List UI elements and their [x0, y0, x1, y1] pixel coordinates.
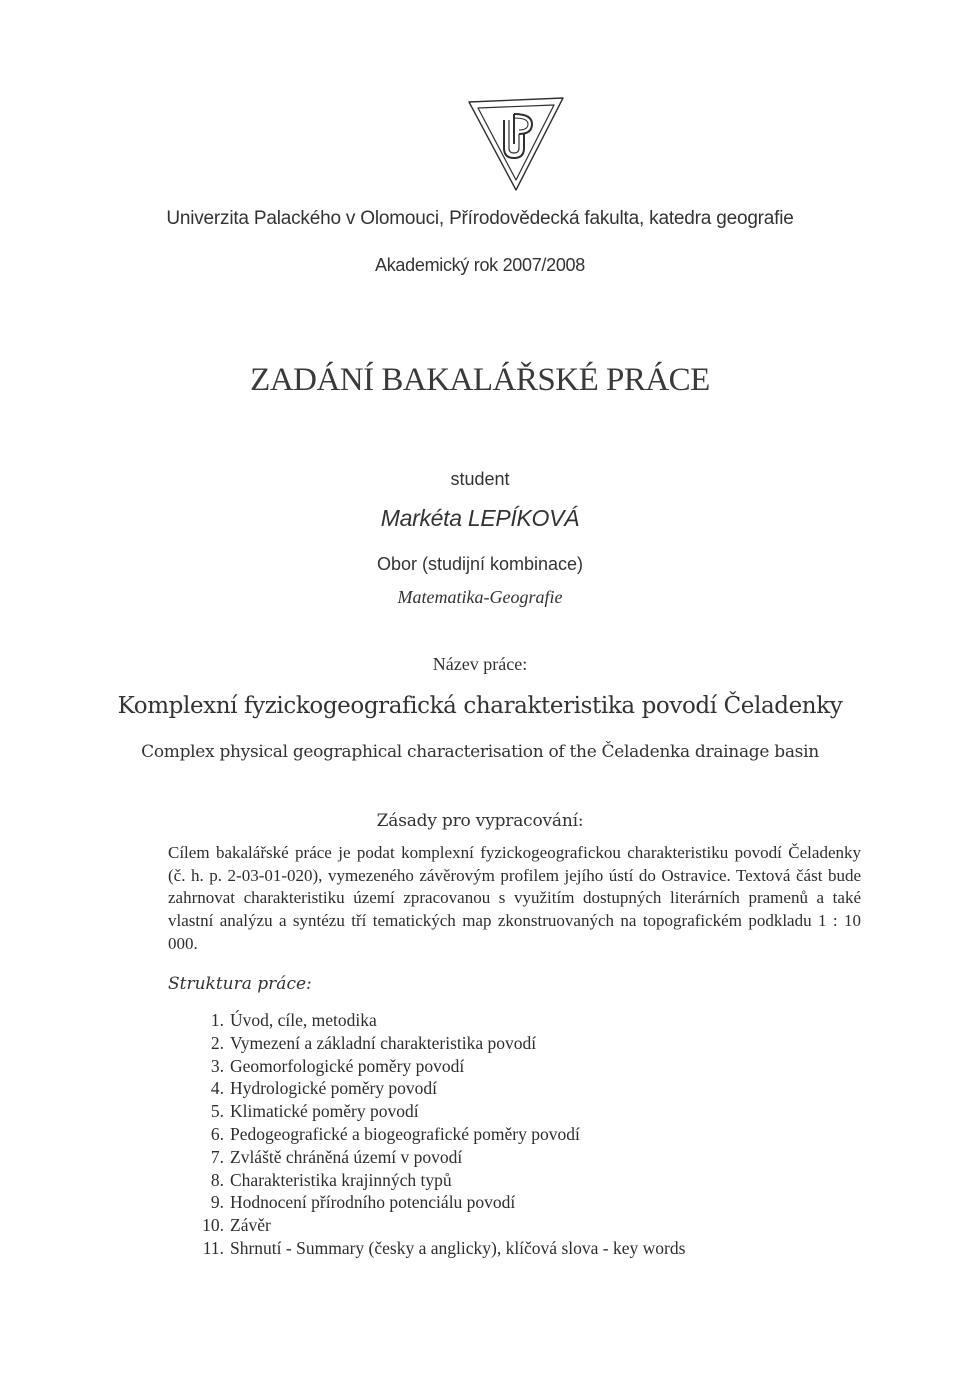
thesis-title-czech: Komplexní fyzickogeografická charakteristika povodí Čeladenky: [117, 693, 843, 719]
university-faculty-line: Univerzita Palackého v Olomouci, Přírodovědecká fakulta, katedra geografie: [166, 208, 794, 229]
structure-heading: Struktura práce:: [168, 974, 312, 994]
list-item-number: 7.: [210, 1146, 224, 1167]
list-item-number: 6.: [210, 1123, 224, 1144]
list-item: [186, 1123, 685, 1146]
list-item-number: 10.: [202, 1215, 224, 1236]
list-item-text: Hydrologické poměry povodí: [230, 1078, 438, 1099]
list-item-text: Úvod, cíle, metodika: [230, 1010, 377, 1030]
list-item: [186, 1146, 685, 1169]
list-item: [186, 1009, 685, 1032]
list-item-number: 11.: [202, 1237, 224, 1258]
list-item-text: Zvláště chráněná území v povodí: [230, 1146, 463, 1167]
list-item-text: Klimatické poměry povodí: [230, 1101, 419, 1122]
student-name: Markéta LEPÍKOVÁ: [380, 505, 580, 531]
list-item-number: 9.: [210, 1192, 224, 1213]
list-item: [186, 1077, 685, 1100]
list-item: [186, 1169, 685, 1192]
list-item-number: 8.: [210, 1169, 224, 1190]
list-item-number: 3.: [210, 1055, 224, 1076]
list-item-number: 5.: [210, 1101, 224, 1122]
list-item-text: Pedogeografické a biogeografické poměry povodí: [230, 1123, 580, 1144]
document-title: ZADÁNÍ BAKALÁŘSKÉ PRÁCE: [250, 362, 710, 398]
principles-heading: Zásady pro vypracování:: [376, 811, 584, 831]
list-item: [186, 1191, 685, 1214]
list-item-text: Vymezení a základní charakteristika povodí: [230, 1032, 537, 1053]
field-of-study-value: Matematika-Geografie: [397, 587, 563, 607]
list-item: [186, 1237, 685, 1260]
principles-paragraph: Cílem bakalářské práce je podat komplexní fyzickogeografickou charakteristiku povodí Čeladenky (č. h. p. 2-03-01-020), vymezeného závěrovým profilem jejího ústí do Ostravice. Textová část bude zahrnovat charakteristiku území zpracovanou s využitím dostupných literárních pramenů a také vlastní analýzu a syntézu tří tematických map zkonstruovaných na topografickém podkladu 1 : 10 000.: [168, 843, 861, 953]
list-item-number: 4.: [210, 1078, 224, 1099]
structure-list: [186, 1009, 685, 1260]
list-item-number: 2.: [210, 1032, 224, 1053]
thesis-title-english: Complex physical geographical characterisation of the Čeladenka drainage basin: [141, 742, 819, 762]
thesis-title-label: Název práce:: [432, 654, 528, 674]
list-item: [186, 1032, 685, 1055]
list-item: [186, 1100, 685, 1123]
university-shield-logo: [466, 96, 566, 196]
field-of-study-label: Obor (studijní kombinace): [376, 554, 584, 574]
list-item-text: Hodnocení přírodního potenciálu povodí: [230, 1192, 516, 1213]
student-label: student: [450, 469, 510, 489]
list-item-text: Shrnutí - Summary (česky a anglicky), klíčová slova - key words: [230, 1237, 686, 1258]
list-item-text: Charakteristika krajinných typů: [230, 1169, 452, 1190]
list-item: [186, 1055, 685, 1078]
list-item-number: 1.: [210, 1010, 224, 1030]
list-item-text: Geomorfologické poměry povodí: [230, 1055, 465, 1076]
list-item-text: Závěr: [230, 1215, 271, 1236]
list-item: [186, 1214, 685, 1237]
academic-year: Akademický rok 2007/2008: [375, 255, 585, 275]
